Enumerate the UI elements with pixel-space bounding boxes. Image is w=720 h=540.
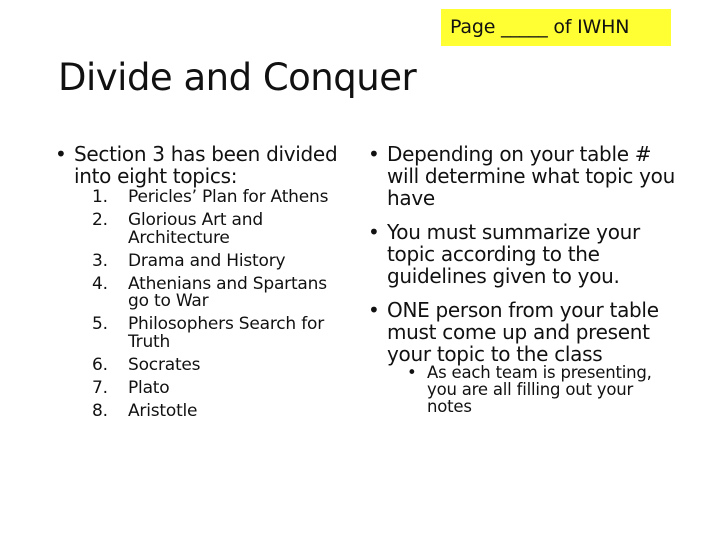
topic-label: Drama and History [128,250,286,271]
topic-label: Athenians and Spartans go to War [128,273,327,311]
topic-label: Socrates [128,354,201,375]
topic-number: 1. [92,187,108,207]
topic-item [52,354,352,375]
page-title: Divide and Conquer [58,56,417,99]
page-number-tag: Page _____ of IWHN [441,9,671,46]
topic-item [52,316,352,351]
sub-bullet-notes: • As each team is presenting, you are all filling out your notes [365,364,675,415]
topic-item [52,377,352,398]
topic-number: 2. [92,210,108,230]
topic-label: Pericles’ Plan for Athens [128,187,329,207]
topic-number: 3. [92,250,108,271]
bullet-table-number: • Depending on your table # will determine what topic you have [365,143,675,209]
topic-list [52,189,352,420]
bullet-summarize: • You must summarize your topic according to the guidelines given to you. [365,221,675,287]
topic-item [52,212,352,247]
topic-number: 5. [92,314,108,334]
topic-item [52,400,352,421]
topic-item [52,189,352,207]
topic-number: 4. [92,273,108,294]
bullet-section-intro: • Section 3 has been divided into eight topics: [52,143,352,187]
topic-label: Philosophers Search for Truth [128,314,324,352]
right-column [365,143,675,415]
topic-item [52,273,352,311]
topic-label: Plato [128,377,170,398]
topic-number: 8. [92,400,108,421]
topic-label: Glorious Art and Architecture [128,210,263,248]
topic-number: 6. [92,354,108,375]
left-column [52,143,352,426]
topic-label: Aristotle [128,400,198,421]
topic-item [52,250,352,271]
bullet-present: • ONE person from your table must come up and present your topic to the class [365,299,675,365]
topic-number: 7. [92,377,108,398]
